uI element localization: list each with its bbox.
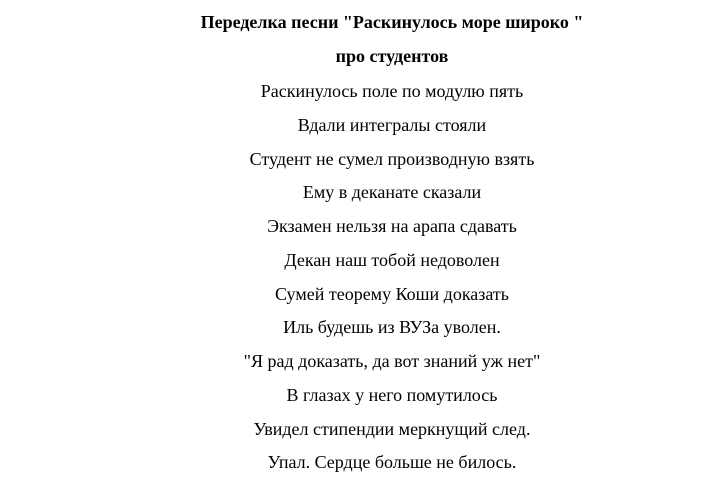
verse-line: В глазах у него помутилось	[286, 385, 498, 405]
verse-line: Иль будешь из ВУЗа уволен.	[283, 317, 501, 337]
verse-line: Упал. Сердце больше не билось.	[267, 452, 517, 472]
verse-line: Декан наш тобой недоволен	[284, 250, 500, 270]
verse-line: Студент не сумел производную взять	[249, 149, 535, 169]
song-title: Переделка песни "Раскинулось море широко "	[200, 12, 584, 32]
verse-line: Раскинулось поле по модулю пять	[260, 81, 524, 101]
verse-line: Экзамен нельзя на арапа сдавать	[267, 216, 517, 236]
verse-line: Вдали интегралы стояли	[297, 115, 487, 135]
verse-line: "Я рад доказать, да вот знаний уж нет"	[243, 351, 541, 371]
verse-line: Увидел стипендии меркнущий след.	[253, 419, 531, 439]
verse-line: Сумей теорему Коши доказать	[275, 284, 509, 304]
verse-line: Ему в деканате сказали	[302, 182, 482, 202]
song-subtitle: про студентов	[335, 46, 449, 66]
